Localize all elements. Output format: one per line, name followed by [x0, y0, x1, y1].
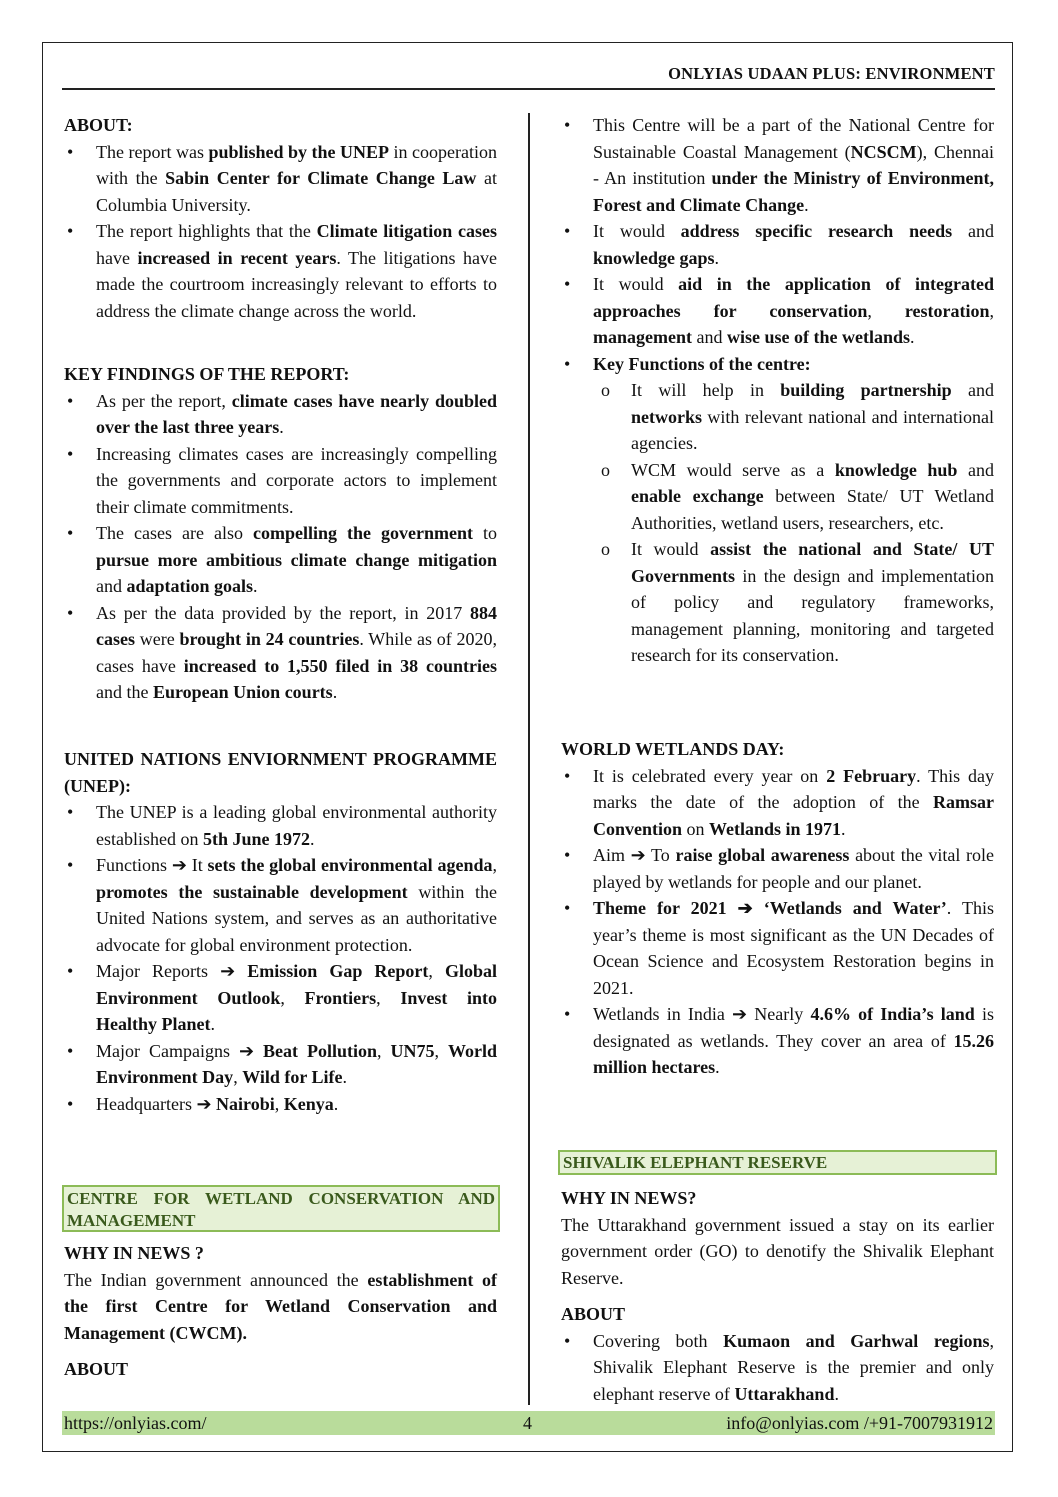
- list-item: [64, 218, 497, 324]
- list-item: [64, 852, 497, 958]
- section-heading: WHY IN NEWS?: [561, 1188, 697, 1208]
- list-item: [561, 218, 994, 271]
- text-run: ,: [377, 1040, 391, 1061]
- bold-text: networks: [631, 406, 702, 427]
- text-run: were: [135, 629, 180, 649]
- section-heading: ABOUT: [64, 1359, 129, 1379]
- list-item: [64, 139, 497, 219]
- bold-text: climate cases have nearly doubled over the last three years: [96, 390, 497, 437]
- list-item: [64, 1038, 497, 1091]
- bold-text: UN75: [390, 1040, 435, 1061]
- text-run: Major Reports ➔: [96, 961, 248, 981]
- bold-text: enable exchange: [631, 486, 764, 506]
- bold-text: raise global awareness: [675, 845, 850, 865]
- bold-text: pursue more ambitious climate change mitigation: [96, 549, 497, 570]
- text-run: ,: [274, 1093, 284, 1114]
- left-column: [64, 112, 497, 1402]
- list-item: [64, 441, 497, 521]
- text-run: ,: [434, 1040, 448, 1061]
- bold-text: 5th June 1972: [202, 828, 310, 849]
- text-run: The report highlights that the: [96, 221, 317, 241]
- text-run: in cooperation with the: [96, 141, 497, 188]
- list-item: [561, 351, 994, 378]
- text-run: The cases are also: [96, 523, 253, 543]
- bold-text: Beat Pollution: [263, 1040, 378, 1061]
- text-run: The Indian government announced the: [64, 1269, 368, 1290]
- list-item: [561, 1328, 994, 1408]
- bold-text: sets the global environmental agenda: [207, 855, 493, 875]
- section-title-box: SHIVALIK ELEPHANT RESERVE: [558, 1150, 997, 1175]
- bullet-list: [561, 763, 994, 1081]
- bold-text: increased in recent years: [137, 247, 337, 268]
- text-run: .: [841, 818, 846, 839]
- text-run: .: [714, 247, 720, 268]
- paragraph: [64, 1267, 497, 1347]
- text-run: have: [96, 247, 138, 268]
- cwcm-details: [561, 112, 994, 669]
- list-item: [64, 520, 497, 600]
- text-run: ,: [280, 987, 305, 1008]
- text-run: ,: [376, 987, 401, 1008]
- list-item: [561, 1001, 994, 1081]
- text-run: As per the data provided by the report, in 2017: [96, 602, 470, 623]
- right-column: [561, 112, 994, 1402]
- text-run: It will help in: [631, 380, 781, 400]
- bold-text: Kenya: [283, 1093, 334, 1114]
- key-findings-section: [64, 361, 497, 706]
- list-item: [561, 763, 994, 843]
- bold-text: published by the UNEP: [208, 141, 390, 162]
- sub-list-item: [561, 457, 994, 537]
- text-run: It would: [593, 221, 681, 241]
- bold-text: 4.6% of India’s land: [810, 1004, 975, 1024]
- section-heading: WHY IN NEWS ?: [64, 1243, 204, 1263]
- bold-text: Key Functions of the centre:: [593, 353, 811, 374]
- text-run: and: [952, 221, 994, 241]
- text-run: It is celebrated every year on: [593, 765, 827, 786]
- bold-text: brought in 24 countries: [179, 629, 360, 649]
- why-in-news-section: [64, 1240, 497, 1346]
- text-run: .: [279, 417, 284, 437]
- bold-text: compelling the government: [252, 523, 473, 543]
- list-item: [561, 842, 994, 895]
- section-heading: UNITED NATIONS ENVIORNMENT PROGRAMME (UNEP):: [64, 749, 497, 796]
- bold-text: management: [593, 327, 692, 347]
- text-run: Aim ➔ To: [593, 845, 676, 865]
- text-run: .: [834, 1383, 839, 1404]
- text-run: .: [210, 1014, 215, 1034]
- bold-text: promotes the sustainable development: [96, 881, 408, 902]
- text-run: .: [715, 1057, 720, 1077]
- text-run: WCM would serve as a: [631, 459, 835, 480]
- text-run: to: [472, 523, 497, 543]
- bullet-list: [64, 799, 497, 1117]
- text-run: ,: [867, 300, 905, 321]
- section-heading: ABOUT: [561, 1304, 626, 1324]
- bold-text: Global Environment Outlook: [96, 961, 497, 1008]
- section-title-box: CENTRE FOR WETLAND CONSERVATION AND MANAGEMENT: [62, 1185, 500, 1232]
- text-run: .: [332, 682, 338, 702]
- text-run: and: [957, 459, 994, 480]
- bold-text: under the Ministry of Environment, Forest and Climate Change: [593, 168, 994, 215]
- text-run: The Uttarakhand government issued a stay on its earlier government order (GO) to denotify the Shivalik Elephant Reserve.: [561, 1214, 994, 1288]
- bold-text: building partnership: [780, 380, 952, 400]
- list-item: [64, 799, 497, 852]
- text-run: Wetlands in India ➔ Nearly: [593, 1004, 811, 1024]
- list-item: [64, 600, 497, 706]
- bold-text: 884 cases: [96, 602, 497, 649]
- bold-text: Sabin Center for Climate Change Law: [165, 168, 477, 188]
- text-run: Covering both: [593, 1330, 724, 1351]
- section-heading: ABOUT:: [64, 115, 133, 135]
- text-run: ,: [428, 961, 445, 981]
- bold-text: NCSCM: [850, 141, 917, 162]
- list-item: [64, 958, 497, 1038]
- sub-list-item: [561, 536, 994, 669]
- bold-text: restoration: [904, 300, 990, 321]
- column-divider: [528, 113, 530, 1405]
- bullet-list: [64, 139, 497, 325]
- footer-url-link[interactable]: https://onlyias.com/: [64, 1413, 207, 1433]
- text-run: ), Chennai - An institution: [593, 141, 994, 188]
- page-number: 4: [523, 1413, 532, 1433]
- bold-text: Kumaon and Garhwal regions: [723, 1330, 990, 1351]
- bold-text: aid in the application of integrated approaches for conservation: [593, 274, 994, 321]
- text-run: is designated as wetlands. They cover an area of: [593, 1004, 995, 1051]
- bold-text: Theme for 2021 ➔ ‘Wetlands and Water’: [593, 898, 947, 918]
- bullet-list: [64, 388, 497, 706]
- text-run: , Shivalik Elephant Reserve is the premier and only elephant reserve of: [593, 1330, 994, 1404]
- text-run: Headquarters ➔: [96, 1093, 217, 1114]
- bullet-list: [561, 112, 994, 669]
- text-run: within the United Nations system, and serves as an authoritative advocate for global environment protection.: [96, 881, 497, 955]
- text-run: It would: [593, 274, 679, 294]
- bold-text: European Union courts: [152, 682, 333, 702]
- bold-text: Uttarakhand: [734, 1383, 835, 1404]
- bold-text: 2 February: [826, 765, 917, 786]
- text-run: between State/ UT Wetland Authorities, wetland users, researchers, etc.: [631, 486, 994, 533]
- about-section: [561, 1301, 994, 1407]
- text-run: The UNEP is a leading global environmental authority established on: [96, 802, 497, 849]
- about-heading-2: [64, 1356, 497, 1383]
- bold-text: wise use of the wetlands: [726, 327, 910, 347]
- bold-text: Nairobi: [216, 1093, 275, 1114]
- list-item: [561, 271, 994, 351]
- text-run: ,: [989, 300, 995, 321]
- list-item: [64, 1091, 497, 1118]
- list-item: [64, 388, 497, 441]
- running-header: ONLYIAS UDAAN PLUS: ENVIRONMENT: [668, 64, 995, 83]
- text-run: and: [691, 327, 727, 347]
- text-run: with relevant national and international agencies.: [631, 406, 994, 453]
- header-rule: [62, 88, 995, 90]
- why-in-news-section: [561, 1185, 994, 1291]
- text-run: and: [96, 576, 127, 596]
- bold-text: Emission Gap Report: [247, 961, 429, 981]
- bold-text: Climate litigation cases: [316, 221, 497, 241]
- text-run: and the: [96, 682, 153, 702]
- text-run: . This day marks the date of the adoption of the: [593, 765, 995, 812]
- list-item: [561, 112, 994, 218]
- bold-text: Ramsar Convention: [593, 792, 994, 839]
- text-run: on: [682, 818, 710, 839]
- text-run: . This year’s theme is most significant as the UN Decades of Ocean Science and Ecosystem Restoration begins in 2021.: [593, 898, 994, 998]
- text-run: Major Campaigns ➔: [96, 1040, 264, 1061]
- footer-contact: info@onlyias.com /+91-7007931912: [726, 1413, 993, 1433]
- text-run: The report was: [96, 141, 209, 162]
- text-run: and: [951, 380, 994, 400]
- text-run: ,: [492, 855, 497, 875]
- about-section: [64, 112, 497, 324]
- text-run: in the design and implementation of policy and regulatory frameworks, management planning, monitoring and targeted research for its conservation.: [631, 565, 994, 665]
- text-run: .: [333, 1093, 339, 1114]
- text-run: It would: [631, 539, 711, 559]
- section-heading: KEY FINDINGS OF THE REPORT:: [64, 364, 350, 384]
- section-heading: WORLD WETLANDS DAY:: [561, 739, 785, 759]
- bold-text: Invest into Healthy Planet: [96, 987, 497, 1034]
- text-run: ,: [233, 1067, 243, 1087]
- text-run: Increasing climates cases are increasingly compelling the governments and corporate actors to implement their climate commitments.: [96, 443, 497, 517]
- text-run: .: [909, 327, 915, 347]
- sub-list-item: [561, 377, 994, 457]
- bullet-list: [561, 1328, 994, 1408]
- text-run: at Columbia University.: [96, 168, 497, 215]
- bold-text: Wild for Life: [242, 1067, 343, 1087]
- bold-text: 15.26 million hectares: [593, 1030, 994, 1077]
- text-run: . The litigations have made the courtroom increasingly relevant to efforts to address the climate change across the world.: [96, 247, 497, 321]
- bold-text: adaptation goals: [126, 576, 254, 596]
- bold-text: increased to 1,550 filed in 38 countries: [183, 655, 497, 676]
- text-run: .: [804, 194, 809, 215]
- text-run: As per the report,: [96, 390, 232, 411]
- text-run: This Centre will be a part of the National Centre for Sustainable Coastal Management (: [593, 115, 994, 162]
- text-run: .: [310, 828, 315, 849]
- bold-text: World Environment Day: [96, 1040, 497, 1087]
- text-run: . While as of 2020, cases have: [96, 629, 497, 676]
- text-run: about the vital role played by wetlands for people and our planet.: [593, 845, 994, 892]
- text-run: Functions ➔ It: [96, 855, 208, 875]
- bold-text: knowledge hub: [834, 459, 958, 480]
- text-run: .: [342, 1067, 348, 1087]
- list-item: [561, 895, 994, 1001]
- footer-bar: [62, 1411, 995, 1435]
- bold-text: assist the national and State/ UT Governments: [631, 539, 994, 586]
- paragraph: [561, 1212, 994, 1292]
- text-run: .: [253, 576, 258, 596]
- bold-text: Frontiers: [304, 987, 377, 1008]
- bold-text: Wetlands in 1971: [709, 818, 842, 839]
- bold-text: address specific research needs: [680, 221, 953, 241]
- unep-section: [64, 746, 497, 1117]
- bold-text: knowledge gaps: [593, 247, 715, 268]
- bold-text: establishment of the first Centre for Wetland Conservation and Management (CWCM).: [64, 1269, 498, 1343]
- world-wetlands-day-section: [561, 736, 994, 1081]
